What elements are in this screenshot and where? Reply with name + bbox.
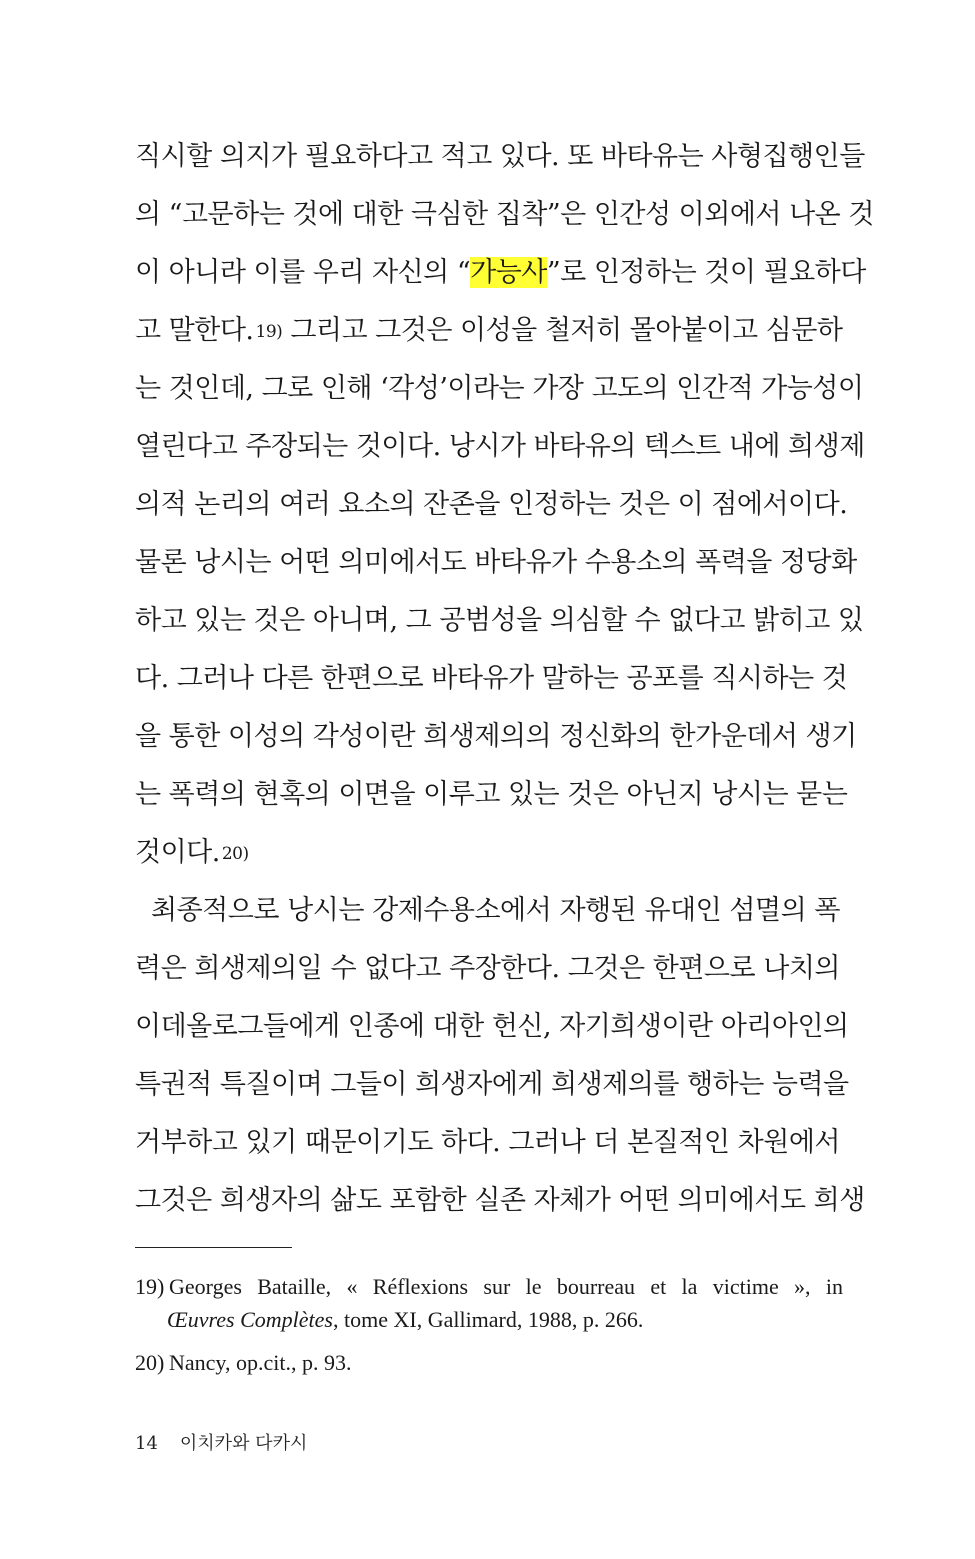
text-line-1: 직시할 의지가 필요하다고 적고 있다. 또 바타유는 사형집행인들 xyxy=(135,141,865,172)
footnote-20-number: 20) xyxy=(135,1350,165,1375)
text-line-16: 이데올로그들에게 인종에 대한 헌신, 자기희생이란 아리아인의 xyxy=(135,1011,849,1042)
text-line-14: 최종적으로 낭시는 강제수용소에서 자행된 유대인 섬멸의 폭 xyxy=(151,895,840,926)
footnote-ref-19[interactable]: 19) xyxy=(255,322,283,342)
footnote-19-line-2 xyxy=(135,1303,843,1336)
text-line-3 xyxy=(135,244,866,302)
text-line-4-end: 그리고 그것은 이성을 철저히 몰아붙이고 심문하 xyxy=(282,315,843,346)
text-line-18: 거부하고 있기 때문이기도 하다. 그러나 더 본질적인 차원에서 xyxy=(135,1127,840,1158)
page-number: 14 xyxy=(135,1433,158,1454)
text-line-15: 력은 희생제의일 수 없다고 주장한다. 그것은 한편으로 나치의 xyxy=(135,953,840,984)
page-footer xyxy=(135,1432,307,1456)
text-line-13-text: 것이다. xyxy=(135,837,220,868)
running-title: 이치카와 다카시 xyxy=(179,1433,308,1454)
text-line-9: 하고 있는 것은 아니며, 그 공범성을 의심할 수 없다고 밝히고 있 xyxy=(135,605,864,636)
text-line-4 xyxy=(135,302,843,360)
text-line-6: 열린다고 주장되는 것이다. 낭시가 바타유의 텍스트 내에 희생제 xyxy=(135,431,865,462)
text-line-5: 는 것인데, 그로 인해 ‘각성’이라는 가장 고도의 인간적 가능성이 xyxy=(135,373,864,404)
footnote-20 xyxy=(135,1346,843,1379)
text-line-7: 의적 논리의 여러 요소의 잔존을 인정하는 것은 이 점에서이다. xyxy=(135,489,848,520)
footnote-19-line-1 xyxy=(135,1270,843,1303)
text-line-10: 다. 그러나 다른 한편으로 바타유가 말하는 공포를 직시하는 것 xyxy=(135,663,848,694)
text-line-17: 특권적 특질이며 그들이 희생자에게 희생제의를 행하는 능력을 xyxy=(135,1069,849,1100)
text-line-3-end: ”로 인정하는 것이 필요하다 xyxy=(546,257,866,288)
main-text xyxy=(135,128,874,1230)
text-line-13 xyxy=(135,824,840,882)
text-line-3-start: 이 아니라 이를 우리 자신의 “ xyxy=(135,257,471,288)
footnote-19-book-title: Œuvres Complètes xyxy=(167,1307,333,1332)
footnote-20-text: Nancy, op.cit., p. 93. xyxy=(169,1350,352,1375)
text-line-2: 의 “고문하는 것에 대한 극심한 집착”은 인간성 이외에서 나온 것 xyxy=(135,199,874,230)
text-line-12: 는 폭력의 현혹의 이면을 이루고 있는 것은 아닌지 낭시는 묻는 xyxy=(135,779,848,810)
footnote-19-number: 19) xyxy=(135,1274,165,1299)
footnote-ref-20[interactable]: 20) xyxy=(221,844,249,864)
text-line-8: 물론 낭시는 어떤 의미에서도 바타유가 수용소의 폭력을 정당화 xyxy=(135,547,857,578)
footnote-19-details: , tome XI, Gallimard, 1988, p. 266. xyxy=(332,1307,644,1332)
text-line-19: 그것은 희생자의 삶도 포함한 실존 자체가 어떤 의미에서도 희생 xyxy=(135,1185,865,1216)
highlighted-term: 가능사 xyxy=(470,257,547,288)
footnote-19 xyxy=(135,1270,843,1336)
footnotes xyxy=(135,1270,843,1389)
footnote-divider xyxy=(135,1247,292,1248)
text-line-11: 을 통한 이성의 각성이란 희생제의의 정신화의 한가운데서 생기 xyxy=(135,721,857,752)
footnote-19-text: Georges Bataille, « Réflexions sur le bourreau et la victime », in xyxy=(169,1274,843,1299)
text-line-4-start: 고 말한다. xyxy=(135,315,254,346)
